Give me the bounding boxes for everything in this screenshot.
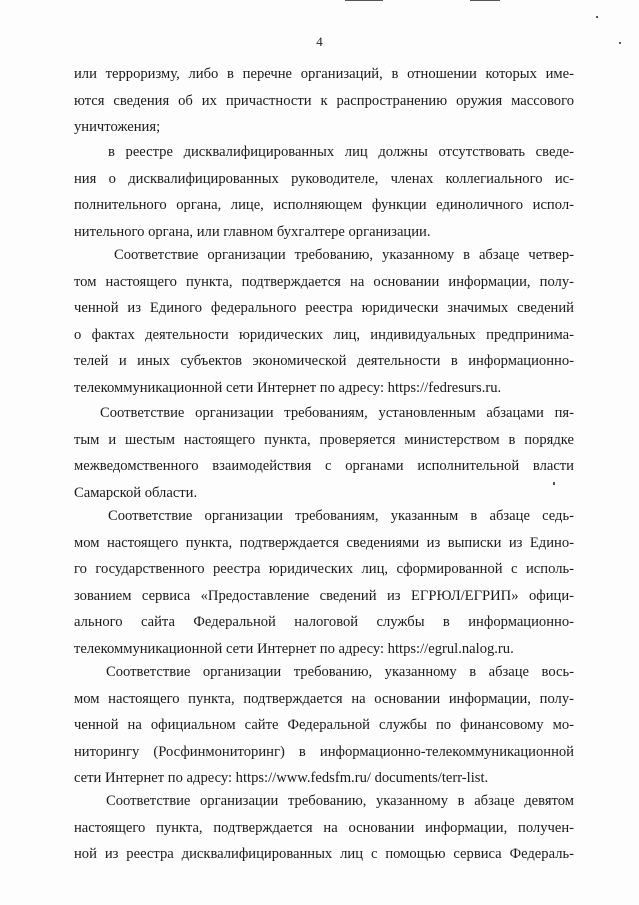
text-line: телекоммуникационной сети Интернет по адресу: https://egrul.nalog.ru.	[74, 640, 514, 657]
text-line: том настоящего пункта, подтверждается на основании информации, полу-	[74, 273, 574, 290]
text-line: о фактах деятельности юридических лиц, индивидуальных предпринима-	[74, 326, 574, 343]
paragraph	[74, 242, 574, 401]
text-line: ния о дисквалифицированных руководителе, членах коллегиального ис-	[74, 170, 574, 187]
text-line: мом настоящего пункта, подтверждается сведениями из выписки из Едино-	[74, 534, 574, 551]
paragraph	[74, 139, 574, 245]
page-number: 4	[316, 34, 323, 49]
scan-mark	[596, 16, 598, 18]
text-line: зованием сервиса «Предоставление сведений из ЕГРЮЛ/ЕГРИП» офици-	[74, 587, 574, 604]
scan-mark	[619, 42, 621, 44]
text-line: межведомственного взаимодействия с органами исполнительной власти	[74, 458, 574, 474]
text-line: сети Интернет по адресу: https://www.fedsfm.ru/ documents/terr-list.	[74, 770, 489, 786]
text-line: ченной на официальном сайте Федеральной службы по финансовому мо-	[74, 717, 574, 733]
text-line: настоящего пункта, подтверждается на основании информации, получен-	[74, 819, 574, 836]
paragraph	[74, 659, 574, 792]
text-line: нительного органа, или главном бухгалтере организации.	[74, 223, 431, 240]
scan-mark	[345, 0, 383, 1]
paragraph	[74, 61, 574, 141]
paragraph	[74, 788, 574, 868]
text-line: тым и шестым настоящего пункта, проверяется министерством в порядке	[74, 431, 574, 448]
text-line: Соответствие организации требованию, указанному в абзаце вось-	[106, 664, 574, 680]
text-line: ются сведения об их причастности к распространению оружия массового	[74, 92, 574, 109]
text-line: ной из реестра дисквалифицированных лиц с помощью сервиса Федераль-	[74, 846, 574, 862]
text-line: Соответствие организации требованию, указанному в абзаце девятом	[106, 793, 574, 809]
text-line: ченной из Единого федерального реестра юридически значимых сведений	[74, 300, 574, 316]
text-line: Соответствие организации требованию, указанному в абзаце четвер-	[114, 247, 574, 263]
text-line: Самарской области.	[74, 484, 198, 501]
text-line: го государственного реестра юридических лиц, сформированной с исполь-	[74, 561, 574, 577]
text-line: или терроризму, либо в перечне организаций, в отношении которых име-	[74, 66, 574, 82]
text-line: телекоммуникационной сети Интернет по адресу: https://fedresurs.ru.	[74, 379, 502, 396]
scan-mark	[470, 0, 500, 1]
text-line: мом настоящего пункта, подтверждается на основании информации, полу-	[74, 690, 574, 707]
paragraph	[74, 503, 574, 662]
text-line: Соответствие организации требованиям, установленным абзацами пя-	[100, 405, 574, 421]
text-line: уничтожения;	[74, 119, 161, 135]
text-line: ниторингу (Росфинмониторинг) в информационно-телекоммуникационной	[74, 743, 574, 760]
text-line: в реестре дисквалифицированных лиц должны отсутствовать сведе-	[108, 144, 574, 160]
text-line: ального сайта Федеральной налоговой службы в информационно-	[74, 614, 574, 630]
text-line: Соответствие организации требованиям, указанным в абзаце седь-	[108, 508, 574, 524]
text-line: телей и иных субъектов экономической деятельности в информационно-	[74, 353, 574, 369]
paragraph	[74, 400, 574, 506]
text-line: полнительного органа, лице, исполняющем функции единоличного испол-	[74, 197, 574, 213]
